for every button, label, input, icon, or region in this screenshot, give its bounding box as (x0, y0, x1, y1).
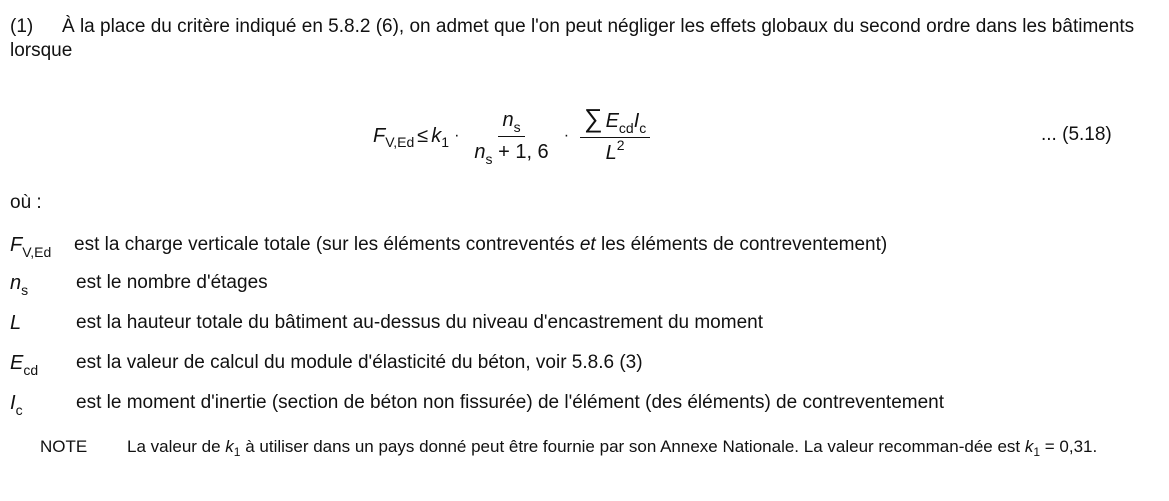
symbol-main: L (10, 312, 22, 334)
eq-frac2-den-exponent: 2 (616, 137, 625, 153)
eq-frac2-numerator (580, 105, 650, 138)
definition-symbol (10, 234, 52, 260)
eq-frac2-i-subscript: c (639, 120, 647, 136)
intro-paragraph (10, 15, 1150, 63)
eq-lhs-subscript: V,Ed (385, 134, 415, 150)
symbol-subscript: s (21, 282, 29, 298)
definition-text: est le nombre d'étages (76, 272, 268, 293)
equation-reference: ... (5.18) (1041, 124, 1112, 145)
eq-k-symbol: k (431, 124, 442, 147)
symbol-main: E (10, 352, 24, 374)
eq-dot-1: · (454, 127, 460, 144)
where-label: où : (10, 192, 42, 213)
eq-dot-2: · (563, 127, 570, 144)
eq-frac2-e-subscript: cd (618, 120, 634, 136)
symbol-subscript: V,Ed (22, 244, 52, 260)
eq-frac1-den-symbol: n (474, 140, 486, 163)
definition-symbol (10, 352, 39, 378)
definition-text: est la hauteur totale du bâtiment au-dessus du niveau d'encastrement du moment (76, 312, 763, 333)
symbol-main: n (10, 272, 22, 294)
equation-5-18 (373, 96, 656, 176)
definition-text (74, 234, 887, 256)
eq-frac1-den-subscript: s (485, 150, 493, 167)
definition-text: est le moment d'inertie (section de béton non fissurée) de l'élément (des éléments) de contreventement (76, 392, 944, 413)
note-k-subscript: 1 (233, 445, 241, 459)
eq-frac2-i-symbol: I (633, 110, 640, 132)
symbol-main: F (10, 234, 23, 256)
eq-frac1-den-rest: + 1, 6 (492, 140, 549, 163)
note-label: NOTE (40, 437, 88, 456)
note-text-a: La valeur de (127, 437, 226, 456)
eq-k-subscript: 1 (441, 134, 450, 150)
eq-frac1-denominator (470, 137, 552, 166)
note-k-symbol: k (225, 437, 234, 456)
definition-text-part: est la charge verticale totale (sur les éléments contreventés (74, 234, 580, 255)
clause-number: (1) (10, 16, 34, 37)
note-block (40, 436, 1135, 459)
note-k-subscript-2: 1 (1033, 445, 1041, 459)
definition-symbol (10, 312, 21, 335)
eq-frac1-num-symbol: n (502, 108, 514, 131)
note-text-c: = 0,31. (1040, 437, 1098, 456)
eq-lhs-symbol: F (373, 124, 386, 147)
definition-text-italic: et (579, 234, 596, 255)
symbol-main: I (10, 392, 16, 414)
definition-symbol (10, 272, 29, 298)
eq-sum-symbol: ∑ (584, 103, 603, 133)
eq-frac2-den-symbol: L (605, 142, 617, 164)
eq-frac1-numerator (498, 107, 524, 137)
intro-text: À la place du critère indiqué en 5.8.2 (6), on admet que l'on peut négliger les effets globaux du second ordre dans les bâtiments lorsque (10, 16, 1135, 61)
note-k-symbol-2: k (1024, 437, 1034, 456)
symbol-subscript: c (15, 402, 23, 418)
note-text-b: à utiliser dans un pays donné peut être fournie par son Annexe Nationale. La valeur recomman-dée est (240, 437, 1025, 456)
definition-text: est la valeur de calcul du module d'élasticité du béton, voir 5.8.6 (3) (76, 352, 643, 373)
eq-relation: ≤ (417, 124, 429, 147)
eq-frac2-denominator (602, 138, 629, 167)
definition-symbol (10, 392, 23, 418)
eq-fraction-1 (470, 107, 552, 166)
eq-fraction-2 (580, 105, 650, 167)
definition-text-part: les éléments de contreventement) (595, 234, 888, 255)
symbol-subscript: cd (23, 362, 39, 378)
eq-frac2-e-symbol: E (605, 110, 619, 132)
eq-frac1-num-subscript: s (513, 118, 521, 135)
